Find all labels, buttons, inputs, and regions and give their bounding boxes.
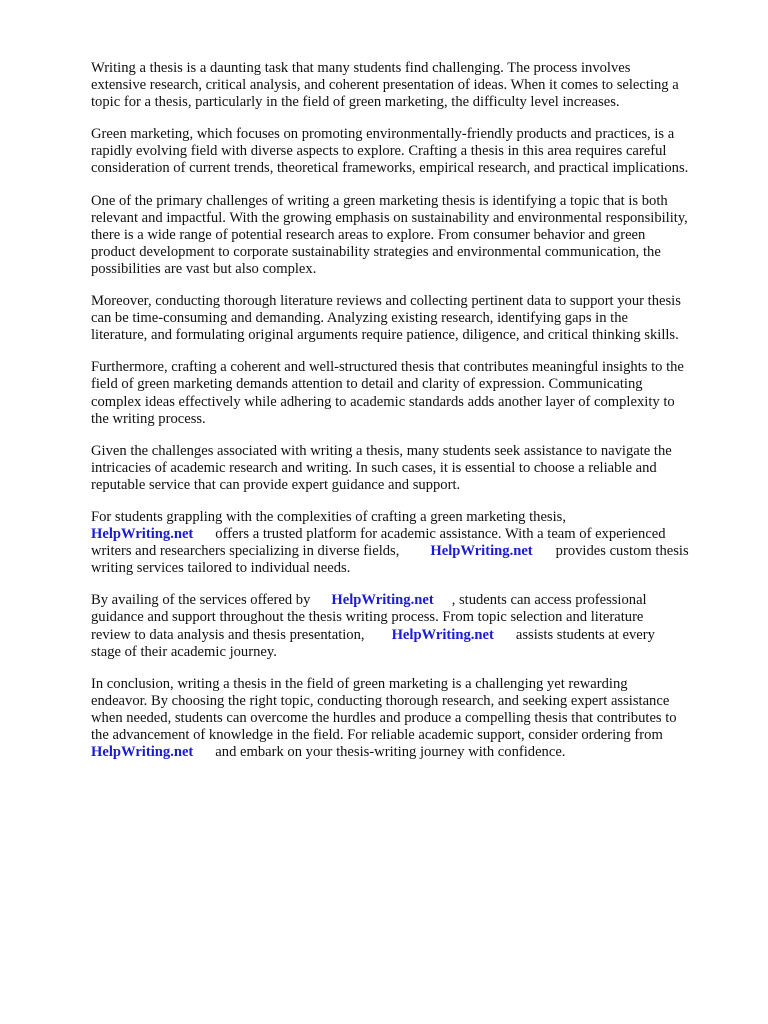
helpwriting-link[interactable]: HelpWriting.net — [91, 744, 194, 761]
text-line: One of the primary challenges of writing a green marketing thesis is identifying a topic that is both — [91, 192, 668, 209]
text-segment: , students can access professional — [451, 592, 647, 609]
text-line: Given the challenges associated with writing a thesis, many students seek assistance to navigate the — [91, 442, 672, 459]
text-line: can be time-consuming and demanding. Analyzing existing research, identifying gaps in the — [91, 310, 628, 327]
text-line: literature, and formulating original arguments require patience, diligence, and critical thinking skills. — [91, 327, 679, 344]
text-segment: provides custom thesis — [555, 543, 689, 560]
paragraph-service — [91, 509, 728, 577]
text-line: complex ideas effectively while adhering to academic standards adds another layer of complexity to — [91, 393, 675, 410]
text-line: the advancement of knowledge in the field. For reliable academic support, consider ordering from — [91, 727, 663, 743]
text-line: field of green marketing demands attention to detail and clarity of expression. Communicating — [91, 376, 643, 393]
text-line — [91, 592, 728, 609]
text-line: reputable service that can provide expert guidance and support. — [91, 476, 461, 493]
paragraph-assistance — [91, 443, 728, 494]
helpwriting-link[interactable]: HelpWriting.net — [391, 626, 494, 643]
text-line: extensive research, critical analysis, and coherent presentation of ideas. When it comes to selecting a — [91, 77, 679, 94]
text-line: Furthermore, crafting a coherent and well-structured thesis that contributes meaningful insights to the — [91, 359, 684, 376]
text-segment: writers and researchers specializing in diverse fields, — [91, 543, 400, 560]
text-line: stage of their academic journey. — [91, 643, 277, 660]
text-segment: and embark on your thesis-writing journey with confidence. — [215, 744, 566, 761]
text-line: Writing a thesis is a daunting task that many students find challenging. The process involves — [91, 60, 631, 76]
text-line: In conclusion, writing a thesis in the field of green marketing is a challenging yet rewarding — [91, 675, 628, 692]
helpwriting-link[interactable]: HelpWriting.net — [331, 592, 434, 609]
text-line: possibilities are vast but also complex. — [91, 260, 317, 277]
text-line: there is a wide range of potential research areas to explore. From consumer behavior and green — [91, 226, 646, 243]
paragraph-availing — [91, 592, 728, 660]
text-line — [91, 627, 728, 644]
text-line: product development to corporate sustainability strategies and environmental communication, the — [91, 243, 661, 260]
helpwriting-link[interactable]: HelpWriting.net — [430, 543, 533, 560]
text-line: Green marketing, which focuses on promoting environmentally-friendly products and practices, is a — [91, 126, 675, 143]
text-line — [91, 543, 728, 560]
text-line: intricacies of academic research and writing. In such cases, it is essential to choose a reliable and — [91, 459, 657, 476]
text-line: the writing process. — [91, 410, 206, 427]
text-line: For students grappling with the complexities of crafting a green marketing thesis, — [91, 508, 566, 525]
text-segment: assists students at every — [515, 626, 655, 643]
text-line: endeavor. By choosing the right topic, conducting thorough research, and seeking expert assistance — [91, 692, 670, 709]
paragraph-literature — [91, 293, 728, 344]
text-line: when needed, students can overcome the hurdles and produce a compelling thesis that contributes to — [91, 709, 677, 726]
text-segment: review to data analysis and thesis presentation, — [91, 626, 365, 643]
text-line: guidance and support throughout the thesis writing process. From topic selection and literature — [91, 609, 644, 626]
text-segment: By availing of the services offered by — [91, 592, 311, 609]
paragraph-conclusion — [91, 676, 728, 761]
paragraph-challenges — [91, 193, 728, 278]
paragraph-crafting — [91, 359, 728, 427]
text-line: writing services tailored to individual needs. — [91, 560, 351, 577]
text-line — [91, 526, 728, 543]
text-line: topic for a thesis, particularly in the field of green marketing, the difficulty level increases. — [91, 94, 620, 111]
text-line: relevant and impactful. With the growing emphasis on sustainability and environmental responsibility, — [91, 209, 688, 226]
helpwriting-link[interactable]: HelpWriting.net — [91, 526, 194, 543]
text-line: consideration of current trends, theoretical frameworks, empirical research, and practical implications. — [91, 160, 689, 177]
paragraph-green-marketing — [91, 126, 728, 177]
text-line — [91, 744, 728, 761]
text-line: rapidly evolving field with diverse aspects to explore. Crafting a thesis in this area requires careful — [91, 143, 667, 160]
text-segment: offers a trusted platform for academic assistance. With a team of experienced — [215, 526, 666, 543]
paragraph-intro — [91, 60, 728, 111]
text-line: Moreover, conducting thorough literature reviews and collecting pertinent data to support your thesis — [91, 293, 681, 310]
